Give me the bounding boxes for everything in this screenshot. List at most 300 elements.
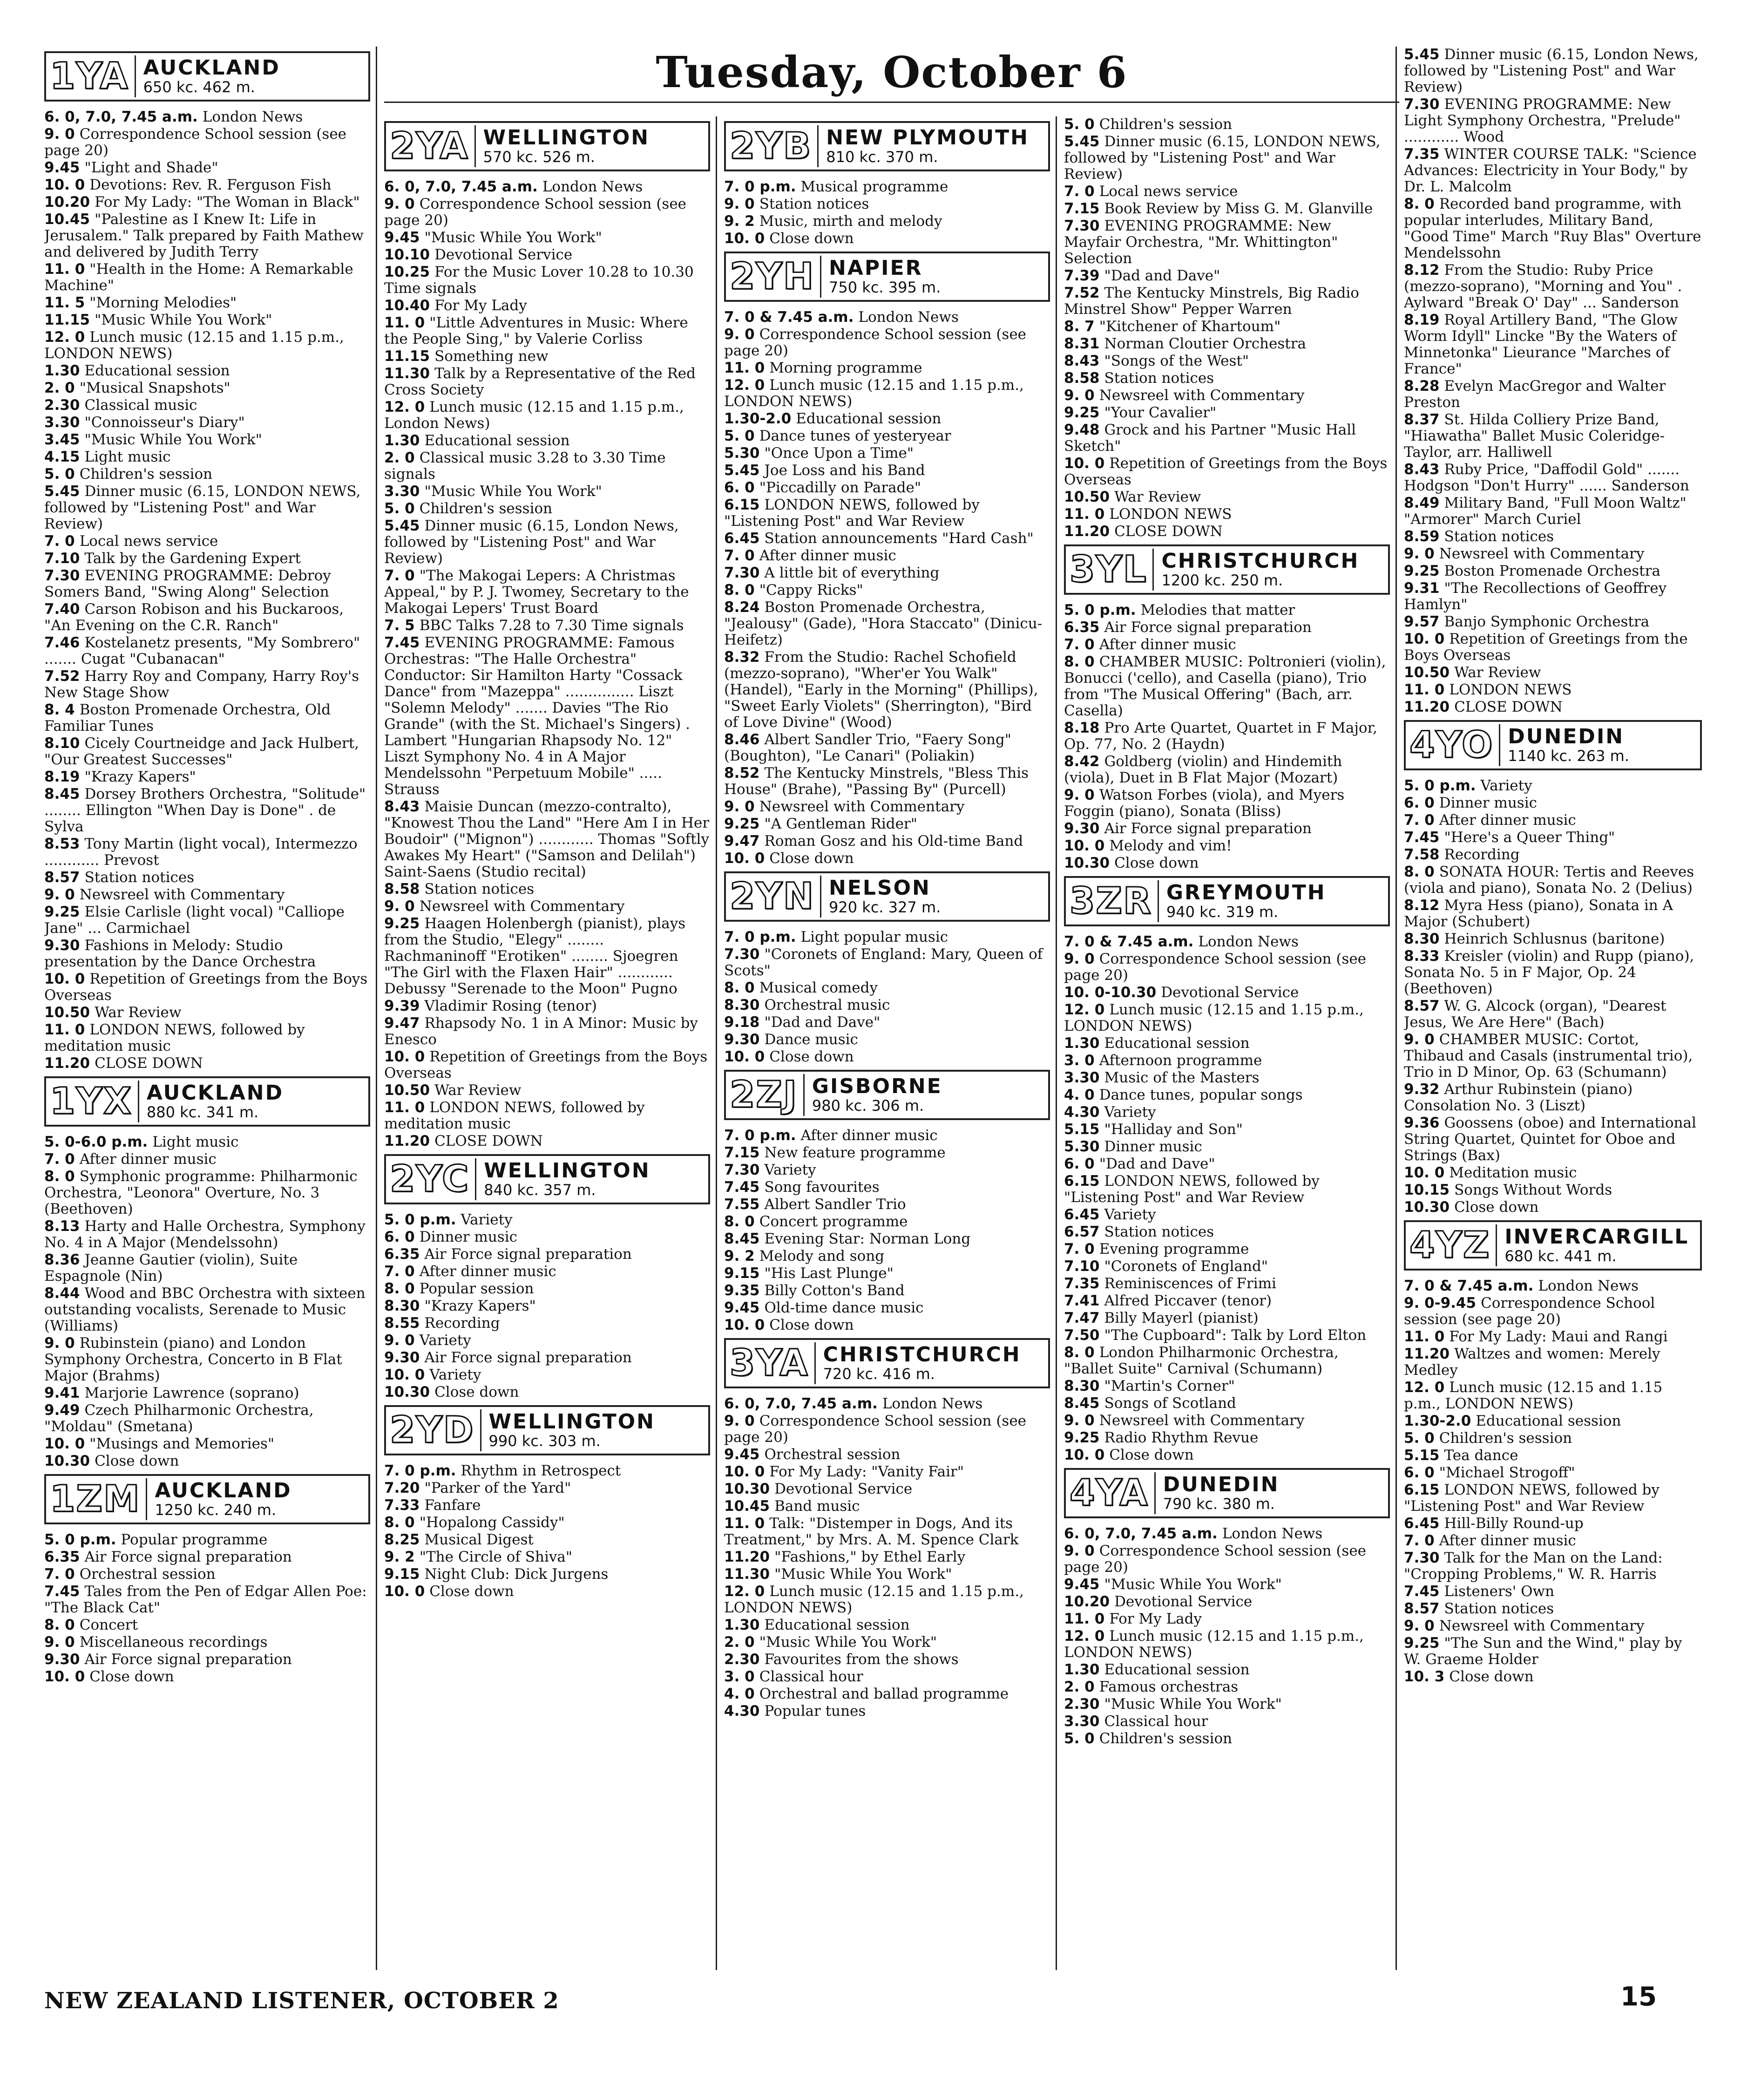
- programme-description: Meditation music: [1449, 1164, 1577, 1181]
- programme-time: 10.25: [384, 264, 430, 280]
- programme-time: 8.31: [1064, 335, 1100, 352]
- station-info: [829, 877, 941, 916]
- programme-time: 2.30: [1064, 1696, 1100, 1713]
- programme-description: Albert Sandler Trio: [764, 1196, 906, 1213]
- programme-time: 11. 0: [44, 261, 85, 278]
- programme-time: 9. 0: [1064, 787, 1095, 803]
- programme-description: Maisie Duncan (mezzo-contralto), "Knowest Thou the Land" "Here Am I in Her Boudoir" ("Mignon") ............ Thomas "Softly Awakes My Heart" ("Samson and Delilah") Saint-Saens (Studio recital): [384, 798, 710, 880]
- programme-entry: [724, 480, 1050, 496]
- programme-time: 7.35: [1404, 146, 1440, 163]
- programme-time: 6.15: [1404, 1482, 1440, 1498]
- programme-description: "Piccadilly on Parade": [759, 479, 921, 496]
- programme-description: St. Hilda Colliery Prize Band, "Hiawatha" Ballet Music Coleridge-Taylor, arr. Halliwell: [1404, 411, 1665, 461]
- programme-time: 7.15: [724, 1144, 760, 1161]
- programme-entry: [724, 1481, 1050, 1497]
- programme-time: 2. 0: [384, 449, 415, 466]
- station-info: [812, 1076, 942, 1114]
- programme-entry: [1064, 116, 1390, 133]
- programme-time: 5. 0: [1404, 1430, 1435, 1447]
- programme-time: 11.20: [1404, 699, 1450, 715]
- programme-description: Local news service: [79, 533, 218, 550]
- programme-entry: [724, 1651, 1050, 1668]
- programme-description: Cicely Courtneidge and Jack Hulbert, "Our Greatest Successes": [44, 735, 359, 768]
- programme-entry: [1404, 1635, 1702, 1668]
- programme-time: 7.52: [44, 668, 80, 685]
- programme-time: 9. 0: [384, 1332, 415, 1349]
- programme-time: 7.50: [1064, 1327, 1100, 1344]
- programme-time: 8.58: [1064, 370, 1100, 387]
- programme-entry: [384, 264, 710, 297]
- programme-entry: [1064, 1104, 1390, 1121]
- programme-time: 8.10: [44, 735, 80, 752]
- programme-time: 5.45: [1404, 47, 1440, 63]
- programme-description: Songs of Scotland: [1104, 1395, 1236, 1412]
- programme-entry: [724, 1014, 1050, 1031]
- programme-entry: [1404, 1669, 1702, 1685]
- station-frequency: 880 kc. 341 m.: [146, 1103, 259, 1121]
- programme-time: 3.30: [1064, 1069, 1100, 1086]
- station-block: [1404, 720, 1702, 1216]
- programme-description: From the Studio: Rachel Schofield (mezzo-soprano), "Wher'er You Walk" (Handel), "Early in the Morning" (Phillips), "Sweet Early Violets" (Sherrington), "Bird of Love Divine" (Wood): [724, 649, 1038, 731]
- programme-description: Repetition of Greetings from the Boys Overseas: [44, 971, 368, 1004]
- programme-description: Roman Gosz and his Old-time Band: [764, 833, 1023, 850]
- programme-entry: [1404, 1482, 1702, 1515]
- station-city: AUCKLAND: [155, 1479, 292, 1502]
- programme-description: "Here's a Queer Thing": [1444, 829, 1615, 846]
- programme-entry: [1404, 682, 1702, 698]
- programme-time: 7.45: [44, 1583, 80, 1600]
- programme-description: For My Lady: "Vanity Fair": [769, 1463, 964, 1480]
- programme-description: London News: [882, 1395, 983, 1412]
- programme-entry: [724, 1162, 1050, 1178]
- programme-entry: [1064, 506, 1390, 523]
- station-block: [724, 251, 1050, 867]
- station-frequency: 720 kc. 416 m.: [823, 1365, 935, 1383]
- programme-time: 10.50: [1064, 489, 1110, 505]
- programme-time: 7. 0: [1404, 812, 1435, 829]
- programme-time: 10. 3: [1404, 1668, 1445, 1685]
- programme-description: Listeners' Own: [1444, 1583, 1555, 1600]
- station-frequency: 940 kc. 319 m.: [1166, 903, 1279, 921]
- programme-entry: [384, 1015, 710, 1048]
- programme-time: 6.35: [384, 1246, 420, 1263]
- programme-entry: [44, 1285, 370, 1334]
- programme-time: 7. 5: [384, 617, 415, 634]
- programme-time: 5. 0: [44, 466, 75, 483]
- programme-description: Close down: [95, 1453, 179, 1469]
- programme-description: Book Review by Miss G. M. Glanville: [1104, 200, 1373, 217]
- programme-entry: [724, 1231, 1050, 1247]
- programme-time: 12. 0: [384, 399, 425, 415]
- programme-entry: [384, 366, 710, 398]
- programme-time: 7.41: [1064, 1292, 1100, 1309]
- title-rule: [384, 102, 1399, 103]
- programme-time: 8. 4: [44, 701, 75, 718]
- programme-description: Variety: [1104, 1104, 1156, 1121]
- programme-entry: [1064, 1345, 1390, 1377]
- station-call-sign: 2YC: [390, 1158, 476, 1200]
- programme-time: 6. 0: [724, 479, 755, 496]
- programme-description: Close down: [1454, 1199, 1539, 1216]
- programme-time: 8. 0: [724, 582, 755, 598]
- programme-entry: [1404, 864, 1702, 897]
- programme-description: Station notices: [1104, 1223, 1214, 1240]
- programme-entry: [1064, 1224, 1390, 1240]
- programme-description: Band music: [774, 1498, 860, 1515]
- station-city: NAPIER: [829, 256, 923, 280]
- programme-description: Haagen Holenbergh (pianist), plays from the Studio, "Elegy" ........ Rachmaninoff "Erotiken" ........ Sjoegren "The Girl with the Flaxen Hair" ............ Debussy "Serenade to the Moon" Pugno: [384, 915, 686, 997]
- programme-time: 8. 0: [1404, 863, 1435, 880]
- programme-description: Lunch music (12.15 and 1.15 p.m., LONDON NEWS): [724, 1583, 1024, 1616]
- programme-entry: [724, 360, 1050, 376]
- programme-time: 7.35: [1064, 1275, 1100, 1292]
- programme-description: Evelyn MacGregor and Walter Preston: [1404, 378, 1666, 411]
- programme-description: Devotions: Rev. R. Ferguson Fish: [89, 177, 332, 193]
- programme-description: LONDON NEWS, followed by "Listening Post" and War Review: [1404, 1482, 1660, 1515]
- programme-entry: [724, 1703, 1050, 1719]
- programme-entry: [724, 816, 1050, 832]
- programme-time: 8.30: [1064, 1378, 1100, 1394]
- programme-description: "The Sun and the Wind," play by W. Graeme Holder: [1404, 1635, 1682, 1668]
- programme-time: 8.59: [1404, 528, 1440, 545]
- programme-description: New feature programme: [764, 1144, 946, 1161]
- programme-time: 9.39: [384, 998, 420, 1014]
- programme-time: 8.36: [44, 1251, 80, 1268]
- programme-entry: [384, 399, 710, 432]
- programme-entry: [384, 1281, 710, 1297]
- programme-description: Educational session: [764, 1617, 910, 1633]
- station-info: [143, 57, 280, 95]
- programme-entry: [724, 765, 1050, 798]
- station-info: [155, 1480, 291, 1518]
- programme-entry: [724, 530, 1050, 547]
- station-call-sign: 4YO: [1409, 724, 1500, 766]
- programme-entry: [44, 533, 370, 550]
- programme-description: "Music While You Work": [424, 229, 602, 246]
- programme-description: Harry Roy and Company, Harry Roy's New Stage Show: [44, 668, 359, 701]
- programme-time: 9.48: [1064, 421, 1100, 438]
- programme-time: 8.18: [1064, 720, 1100, 736]
- programme-description: Something new: [434, 348, 549, 365]
- station-city: CHRISTCHURCH: [1161, 549, 1360, 573]
- programme-time: 9.32: [1404, 1081, 1440, 1098]
- programme-time: 8.25: [384, 1531, 420, 1548]
- programme-time: 3.30: [1064, 1713, 1100, 1730]
- programme-entry: [384, 483, 710, 500]
- station-frequency: 920 kc. 327 m.: [829, 898, 941, 916]
- station-city: WELLINGTON: [483, 126, 650, 150]
- programme-description: Dinner music: [1104, 1138, 1202, 1155]
- station-frequency: 980 kc. 306 m.: [812, 1097, 924, 1115]
- programme-entry: [724, 1566, 1050, 1583]
- programme-time: 5. 0 p.m.: [44, 1531, 116, 1548]
- station-block: [384, 1154, 710, 1400]
- programme-time: 11. 0: [384, 314, 425, 331]
- programme-description: "The Cupboard": Talk by Lord Elton: [1104, 1327, 1367, 1344]
- programme-time: 10.50: [384, 1082, 430, 1099]
- programme-description: W. G. Alcock (organ), "Dearest Jesus, We Are Here" (Bach): [1404, 998, 1666, 1031]
- programme-entry: [1404, 1278, 1702, 1294]
- programme-time: 8.12: [1404, 262, 1440, 279]
- programme-description: Lunch music (12.15 and 1.15 p.m., LONDON NEWS): [724, 377, 1024, 410]
- programme-entry: [44, 1022, 370, 1054]
- programme-time: 7. 0: [1064, 1241, 1095, 1257]
- programme-time: 9.18: [724, 1014, 760, 1031]
- programme-time: 9. 2: [384, 1549, 415, 1565]
- programme-time: 9. 0: [1064, 1543, 1095, 1559]
- programme-time: 4. 0: [724, 1685, 755, 1702]
- programme-entry: [44, 1335, 370, 1384]
- programme-time: 8.42: [1064, 753, 1100, 770]
- programme-entry: [384, 1566, 710, 1583]
- programme-entry: [1064, 1002, 1390, 1034]
- programme-description: "The Recollections of Geoffrey Hamlyn": [1404, 580, 1667, 613]
- programme-description: London News: [1198, 933, 1299, 950]
- programme-time: 11.15: [44, 312, 90, 328]
- programme-time: 8.43: [384, 798, 420, 815]
- programme-description: Miscellaneous recordings: [79, 1634, 268, 1651]
- programme-entry: [724, 1413, 1050, 1446]
- station-frequency: 1200 kc. 250 m.: [1161, 571, 1283, 589]
- programme-time: 5.45: [44, 483, 80, 500]
- station-header: [44, 51, 370, 102]
- programme-entry: [724, 309, 1050, 326]
- programme-description: Symphonic programme: Philharmonic Orchestra, "Leonora" Overture, No. 3 (Beethoven): [44, 1168, 358, 1217]
- programme-time: 8. 0: [724, 979, 755, 996]
- programme-entry: [1404, 1380, 1702, 1412]
- programme-entry: [44, 887, 370, 903]
- programme-time: 8.44: [44, 1285, 80, 1302]
- column-4: [1064, 116, 1390, 2040]
- programme-description: For My Lady: [1109, 1611, 1202, 1627]
- station-frequency: 790 kc. 380 m.: [1163, 1495, 1275, 1513]
- programme-entry: [44, 1169, 370, 1217]
- programme-entry: [1404, 378, 1702, 411]
- listener-page: [44, 47, 1702, 2026]
- programme-time: 1.30-2.0: [1404, 1413, 1471, 1429]
- programme-entry: [384, 501, 710, 517]
- programme-time: 7. 0 & 7.45 a.m.: [724, 309, 854, 326]
- programme-description: Orchestral session: [79, 1566, 216, 1583]
- programme-time: 9.49: [44, 1402, 80, 1419]
- programme-time: 7.33: [384, 1497, 420, 1514]
- programme-time: 11.20: [44, 1055, 90, 1072]
- programme-description: Heinrich Schlusnus (baritone): [1444, 931, 1665, 947]
- programme-description: Wood and BBC Orchestra with sixteen outstanding vocalists, Serenade to Music (Williams): [44, 1285, 366, 1334]
- programme-description: After dinner music: [1439, 1532, 1576, 1549]
- programme-entry: [724, 1634, 1050, 1651]
- programme-description: Boston Promenade Orchestra, Old Familiar Tunes: [44, 701, 331, 734]
- programme-entry: [1404, 1601, 1702, 1617]
- programme-time: 11. 0: [1404, 681, 1445, 698]
- programme-description: After dinner music: [1439, 812, 1576, 829]
- programme-entry: [724, 428, 1050, 444]
- station-call-sign: 2YA: [390, 125, 476, 167]
- programme-time: 9. 0: [1064, 1412, 1095, 1429]
- programme-description: Melody and vim!: [1109, 837, 1232, 854]
- programme-description: "Martin's Corner": [1104, 1378, 1235, 1394]
- programme-time: 7. 0: [384, 567, 415, 584]
- programme-time: 10. 0: [44, 1435, 85, 1452]
- programme-entry: [724, 1498, 1050, 1515]
- programme-entry: [724, 1396, 1050, 1412]
- station-header: [1404, 1220, 1702, 1271]
- programme-entry: [724, 326, 1050, 359]
- programme-entry: [384, 1350, 710, 1366]
- programme-entry: [1064, 134, 1390, 183]
- programme-entry: [44, 1402, 370, 1435]
- station-info: [1504, 1226, 1689, 1264]
- programme-time: 6. 0: [1404, 795, 1435, 811]
- programme-entry: [1404, 412, 1702, 461]
- programme-time: 8.30: [724, 997, 760, 1013]
- programme-description: After dinner music: [79, 1151, 217, 1168]
- programme-description: Czech Philharmonic Orchestra, "Moldau" (Smetana): [44, 1402, 314, 1435]
- programme-time: 1.30: [724, 1617, 760, 1633]
- programme-entry: [44, 836, 370, 869]
- programme-time: 8.46: [724, 731, 760, 748]
- programme-time: 11.15: [384, 348, 430, 365]
- programme-time: 6. 0: [1064, 1155, 1095, 1172]
- programme-description: Lunch music (12.15 and 1.15 p.m., LONDON NEWS): [44, 329, 344, 362]
- programme-entry: [724, 1196, 1050, 1213]
- programme-time: 8. 0: [1064, 653, 1095, 670]
- programme-entry: [1404, 1346, 1702, 1379]
- programme-time: 10. 0: [384, 1583, 425, 1600]
- programme-time: 8.28: [1404, 378, 1440, 394]
- programme-entry: [724, 1179, 1050, 1196]
- programme-description: Albert Sandler Trio, "Faery Song" (Boughton), "Le Canari" (Poliakin): [724, 731, 1012, 764]
- programme-description: From the Studio: Ruby Price (mezzo-soprano), "Morning and You" . Aylward "Break O' Day" ... Sanderson: [1404, 262, 1682, 311]
- programme-time: 6.45: [1404, 1515, 1440, 1532]
- programme-entry: [44, 109, 370, 125]
- programme-description: Air Force signal preparation: [1104, 820, 1312, 837]
- programme-time: 10. 0: [1404, 1164, 1445, 1181]
- programme-time: 1.30: [1064, 1661, 1100, 1678]
- programme-description: Correspondence School session (see page 20): [724, 326, 1027, 359]
- programme-entry: [1064, 1087, 1390, 1103]
- programme-description: Harty and Halle Orchestra, Symphony No. 4 in A Major (Mendelssohn): [44, 1218, 366, 1251]
- station-info: [147, 1082, 284, 1121]
- programme-time: 6.45: [1064, 1206, 1100, 1223]
- programme-entry: [1064, 268, 1390, 284]
- programme-description: Children's session: [1099, 1730, 1233, 1747]
- station-header: [44, 1474, 370, 1524]
- programme-time: 9. 0: [44, 886, 75, 903]
- programme-time: 7.30: [44, 567, 80, 584]
- programme-description: Correspondence School session (see page 20): [384, 196, 687, 229]
- station-info: [489, 1411, 655, 1449]
- programme-entry: [1064, 1156, 1390, 1172]
- programme-description: Marjorie Lawrence (soprano): [84, 1385, 299, 1401]
- programme-description: Educational session: [1104, 1661, 1250, 1678]
- programme-entry: [1064, 1526, 1390, 1542]
- programme-description: Orchestral music: [764, 997, 890, 1013]
- column-divider: [1056, 116, 1057, 1970]
- programme-description: Variety: [419, 1332, 471, 1349]
- programme-entry: [1404, 665, 1702, 681]
- programme-time: 7. 0 p.m.: [724, 178, 796, 195]
- programme-time: 10. 0: [384, 1048, 425, 1065]
- programme-entry: [724, 445, 1050, 462]
- station-call-sign: 3YA: [730, 1342, 816, 1384]
- station-frequency: 1250 kc. 240 m.: [155, 1501, 277, 1519]
- programme-description: Newsreel with Commentary: [1099, 387, 1305, 404]
- programme-entry: [1404, 47, 1702, 95]
- programme-entry: [44, 1617, 370, 1633]
- station-info: [484, 1160, 650, 1198]
- programme-time: 3.30: [44, 414, 80, 431]
- programme-description: LONDON NEWS, followed by "Listening Post" and War Review: [724, 496, 980, 530]
- programme-entry: [384, 1100, 710, 1132]
- programme-entry: [724, 1300, 1050, 1316]
- station-info: [1508, 726, 1629, 764]
- programme-time: 9.45: [724, 1446, 760, 1463]
- programme-description: Children's session: [419, 500, 553, 517]
- station-info: [1166, 882, 1326, 920]
- programme-time: 8.45: [1064, 1395, 1100, 1412]
- programme-entry: [1064, 1173, 1390, 1206]
- station-info: [1163, 1474, 1280, 1512]
- programme-description: Lunch music (12.15 and 1.15 p.m., LONDON NEWS): [1404, 1379, 1663, 1412]
- programme-time: 6. 0: [384, 1229, 415, 1245]
- programme-entry: [1064, 422, 1390, 455]
- programme-time: 11. 0: [1064, 1611, 1105, 1627]
- programme-entry: [384, 1133, 710, 1149]
- programme-description: Air Force signal preparation: [84, 1651, 292, 1668]
- programme-entry: [724, 1283, 1050, 1299]
- programme-entry: [724, 649, 1050, 731]
- programme-entry: [724, 213, 1050, 230]
- programme-time: 9.47: [724, 833, 760, 850]
- programme-entry: [724, 1248, 1050, 1264]
- programme-time: 8.19: [1404, 312, 1440, 328]
- programme-description: Variety: [1480, 777, 1532, 794]
- programme-description: LONDON NEWS: [1449, 681, 1572, 698]
- programme-time: 9. 2: [724, 1248, 755, 1264]
- programme-description: CHAMBER MUSIC: Cortot, Thibaud and Casals (instrumental trio), Trio in D Minor, Op. 63 (Schumann): [1404, 1031, 1693, 1081]
- programme-description: Newsreel with Commentary: [1099, 1412, 1305, 1429]
- programme-time: 9. 0: [44, 126, 75, 143]
- programme-time: 5. 0-6.0 p.m.: [44, 1134, 148, 1150]
- station-frequency: 680 kc. 441 m.: [1504, 1247, 1617, 1265]
- programme-time: 7. 0: [44, 1566, 75, 1583]
- programme-description: "Light and Shade": [84, 159, 218, 176]
- programme-time: 9. 0: [1404, 1617, 1435, 1634]
- programme-time: 8.57: [1404, 1600, 1440, 1617]
- programme-entry: [44, 702, 370, 734]
- programme-time: 8.52: [724, 765, 760, 782]
- programme-time: 9. 0: [384, 196, 415, 212]
- programme-time: 11. 0: [724, 360, 765, 376]
- station-block: [724, 1070, 1050, 1333]
- programme-description: "Fashions," by Ethel Early: [774, 1549, 966, 1565]
- page-title: Tuesday, October 6: [656, 47, 1128, 97]
- programme-time: 10. 0: [1404, 631, 1445, 647]
- programme-time: 9. 0: [1404, 1031, 1435, 1048]
- programme-description: "Music While You Work": [774, 1566, 952, 1583]
- programme-description: Devotional Service: [1161, 984, 1299, 1001]
- programme-time: 9.25: [724, 816, 760, 832]
- programme-description: Close down: [434, 1384, 519, 1400]
- programme-entry: [1404, 812, 1702, 829]
- programme-time: 8. 0: [1404, 196, 1435, 212]
- programme-entry: [724, 1464, 1050, 1480]
- station-info: [483, 127, 650, 165]
- programme-entry: [384, 1332, 710, 1349]
- programme-entry: [384, 518, 710, 567]
- programme-description: Rhapsody No. 1 in A Minor: Music by Enesco: [384, 1015, 698, 1048]
